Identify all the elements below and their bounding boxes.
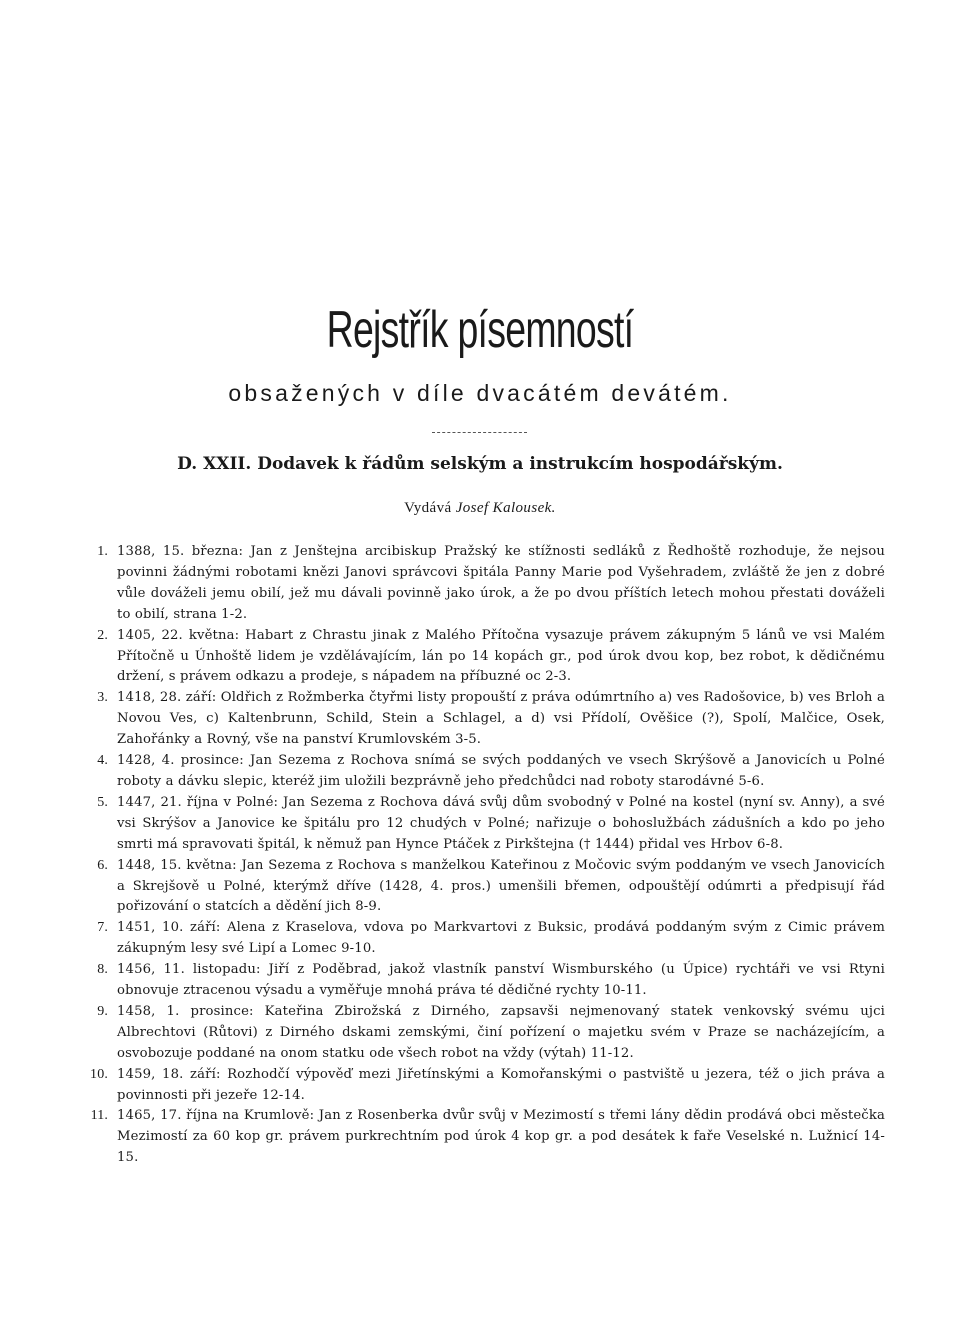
entry-number: 1. [97, 544, 108, 559]
entry-number: 7. [97, 920, 108, 936]
index-entry [80, 918, 885, 960]
index-entry [80, 856, 885, 919]
index-entry [80, 542, 885, 626]
entry-text: 1418, 28. září: Oldřich z Rožmberka čtyřmi listy propouští z práva odúmrtního a) ves Radošovice, b) ves Brloh a Novou Ves, c) Kaltenbrunn, Schild, Stein a Schlagel, a d) vsi Přídolí, Ověšice (?), Spolí, Malčice, Osek, Zahořánky a Rovný, vše na panství Krumlovském 3-5. [117, 690, 885, 748]
editor-prefix: Vydává [404, 500, 452, 516]
divider [432, 432, 527, 433]
section-heading: D. XXII. Dodavek k řádům selským a instrukcím hospodářským. [177, 454, 783, 474]
index-entry [80, 960, 885, 1002]
entry-number: 3. [97, 690, 108, 706]
entry-number: 6. [97, 857, 108, 873]
index-entry [80, 751, 885, 793]
entry-text: 1428, 4. prosince: Jan Sezema z Rochova snímá se svých poddaných ve vsech Skrýšově a Janovicích u Polné roboty a dávku slepic, kteréž jim uložili bezprávně jeho předchůdci nad roboty starodávné 5-6. [117, 753, 885, 789]
entry-number: 10. [90, 1066, 108, 1082]
entry-text: 1458, 1. prosince: Kateřina Zbirožská z Dirného, zapsavši nejmenovaný statek venkovský svému ujci Albrechtovi (Růtovi) z Dirného dskami zemskými, činí pořízení o majetku svém v Praze se nacházejícím, a osvobozuje poddané na onom statku ode všech robot na vždy (výtah) 11-12. [117, 1003, 885, 1061]
index-entry [80, 793, 885, 856]
entry-number: 9. [97, 1003, 108, 1019]
document-index-list [80, 542, 885, 1169]
entry-number: 4. [97, 753, 108, 769]
page-subtitle: obsažených v díle dvacátém devátém. [228, 380, 732, 406]
index-entry [80, 688, 885, 751]
entry-text: 1405, 22. května: Habart z Chrastu jinak z Malého Přítočna vysazuje právem zákupným 5 lánů ve vsi Malém Přítočně u Únhoště lidem je vzdělávajícím, lán po 14 kopách gr., pod úrok dvou kop, bez robot, k dědičnému držení, s právem odkazu a prodeje, s nápadem na příbuzné oc 2-3. [117, 627, 885, 685]
entry-text: 1465, 17. října na Krumlově: Jan z Rosenberka dvůr svůj v Mezimostí s třemi lány dědin prodává obci městečka Mezimostí za 60 kop gr. právem purkrechtním pod úrok 4 kop gr. a pod desátek k faře Veselské n. Lužnicí 14-15. [117, 1108, 885, 1166]
entry-text: 1456, 11. listopadu: Jiří z Poděbrad, jakož vlastník panství Wismburského (u Úpice) rychtáři ve vsi Rtyni obnovuje ztracenou výsadu a vyměřuje mnohá práva té dědičné rychty 10-11. [117, 962, 885, 999]
editor-line [0, 498, 960, 518]
entry-text: 1451, 10. září: Alena z Kraselova, vdova po Markvartovi z Buksic, prodává poddaným svým z Cimic právem zákupným lesy své Lipí a Lomec 9-10. [117, 920, 885, 957]
page-title: Rejstřík písemností [326, 301, 634, 359]
entry-text: 1448, 15. května: Jan Sezema z Rochova s manželkou Kateřinou z Močovic svým poddaným ve vsech Janovicích a Skrejšově u Polné, kterýmž dříve (1428, 4. pros.) umenšili břemen, odpouštějí odúmrti a předpisují řád pořizování o statcích a dědění jich 8-9. [117, 857, 885, 915]
entry-number: 2. [97, 627, 108, 643]
index-entry [80, 1065, 885, 1107]
entry-text: 1459, 18. září: Rozhodčí výpověď mezi Jiřetínskými a Komořanskými o pastviště u jezera, též o jich práva a povinnosti při jezeře 12-14. [117, 1066, 885, 1103]
entry-text: 1447, 21. října v Polné: Jan Sezema z Rochova dává svůj dům svobodný v Polné na kostel (nyní sv. Anny), a své vsi Skrýšov a Janovice ke špitálu pro 12 chudých v Polné; nařizuje o bohoslužbách zádušních a kdo po jeho smrti má spravovati špitál, k němuž pan Hynce Ptáček z Pirkštejna († 1444) přidal ves Hrbov 6-8. [117, 794, 885, 852]
index-entry [80, 626, 885, 689]
index-entry [80, 1106, 885, 1169]
editor-name: Josef Kalousek. [455, 500, 556, 516]
entry-number: 5. [97, 794, 108, 810]
entry-number: 11. [90, 1108, 108, 1124]
entry-number: 8. [97, 962, 108, 978]
entry-text: 1388, 15. března: Jan z Jenštejna arcibiskup Pražský ke stížnosti sedláků z Ředhoště rozhoduje, že nejsou povinni žádnými robotami knězi Janovi správcovi špitála Panny Marie pod Vyšehradem, zvláště že jen z dobré vůle dováželi jemu obilí, jež mu dávali povinně jako úrok, a že po dvou příštích letech mohou přestati dováželi to obilí, strana 1-2. [117, 544, 885, 622]
index-entry [80, 1002, 885, 1065]
